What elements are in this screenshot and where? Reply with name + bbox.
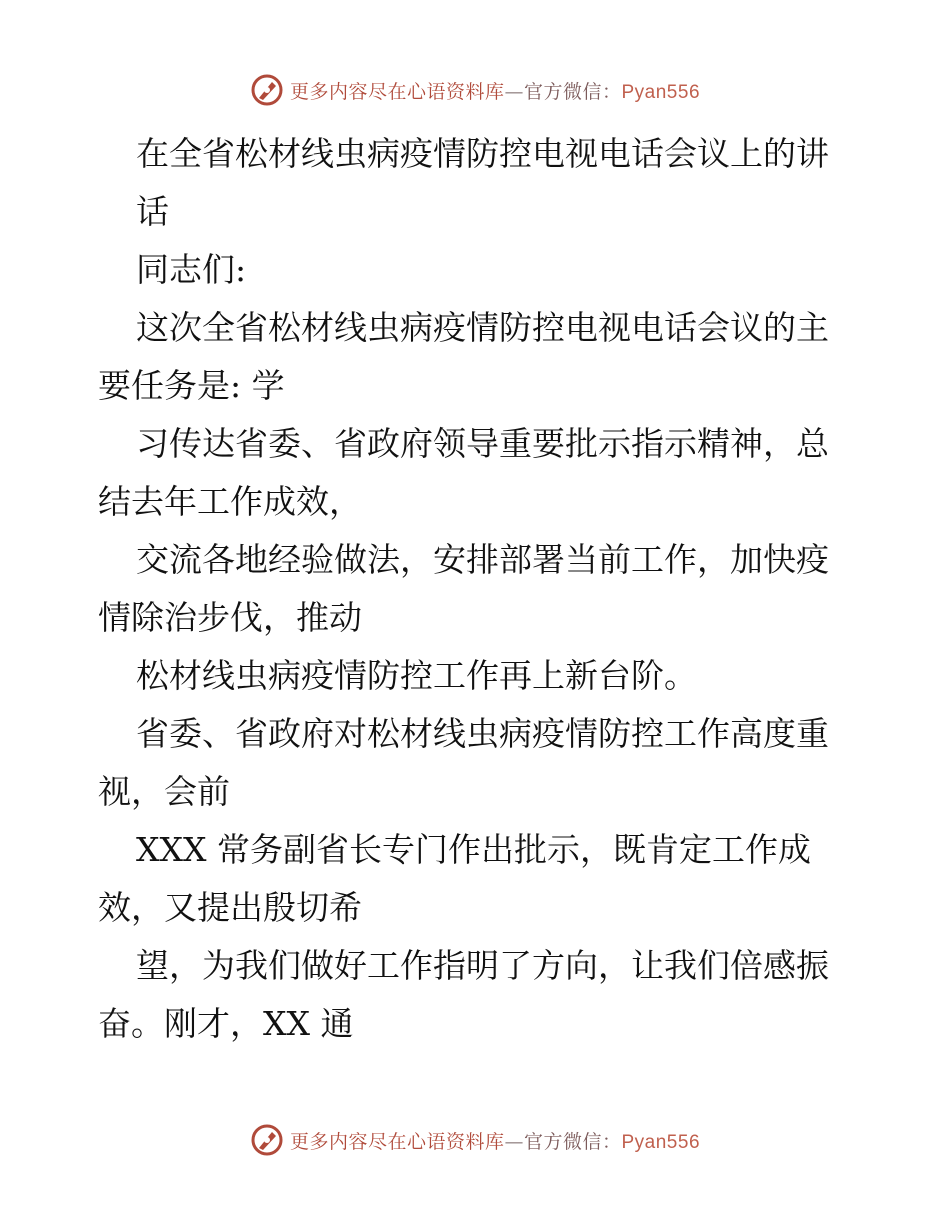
text-line: 视，会前: [98, 772, 230, 811]
text-line: 松材线虫病疫情防控工作再上新台阶。: [136, 656, 697, 695]
text-line: 省委、省政府对松材线虫病疫情防控工作高度重: [136, 714, 829, 753]
watermark-separator: —: [504, 80, 524, 103]
watermark-wechat-label: 官方微信：: [523, 1130, 622, 1153]
watermark-wechat-id: Pyan556: [621, 81, 701, 103]
text-line: 交流各地经验做法，安排部署当前工作，加快疫: [136, 540, 829, 579]
text-line: 这次全省松材线虫病疫情防控电视电话会议的主: [136, 308, 829, 347]
watermark-main: 更多内容尽在心语资料库: [289, 1130, 505, 1153]
text-line: 习传达省委、省政府领导重要批示指示精神，总: [136, 424, 829, 463]
watermark-text: [290, 77, 700, 104]
document-body: [98, 125, 878, 1053]
header-watermark-banner: [0, 70, 950, 110]
pen-logo-icon: [250, 1123, 284, 1157]
text-line: 在全省松材线虫病疫情防控电视电话会议上的讲: [136, 134, 829, 173]
text-line: 结去年工作成效，: [98, 482, 362, 521]
watermark-text: [290, 1127, 700, 1154]
watermark-wechat-id: Pyan556: [621, 1131, 701, 1153]
text-line: 情除治步伐，推动: [98, 598, 362, 637]
pen-logo-icon: [250, 73, 284, 107]
watermark-separator: —: [504, 1130, 524, 1153]
footer-watermark-banner: [0, 1120, 950, 1160]
watermark-wechat-label: 官方微信：: [523, 80, 622, 103]
text-line: 效，又提出殷切希: [98, 888, 362, 927]
text-line: 话: [136, 192, 169, 231]
text-line: 奋。刚才，XX 通: [98, 1004, 354, 1043]
text-line: 同志们:: [136, 250, 247, 289]
text-line: 要任务是: 学: [98, 366, 285, 405]
text-line: XXX 常务副省长专门作出批示，既肯定工作成: [136, 830, 811, 869]
text-line: 望，为我们做好工作指明了方向，让我们倍感振: [136, 946, 829, 985]
watermark-main: 更多内容尽在心语资料库: [289, 80, 505, 103]
